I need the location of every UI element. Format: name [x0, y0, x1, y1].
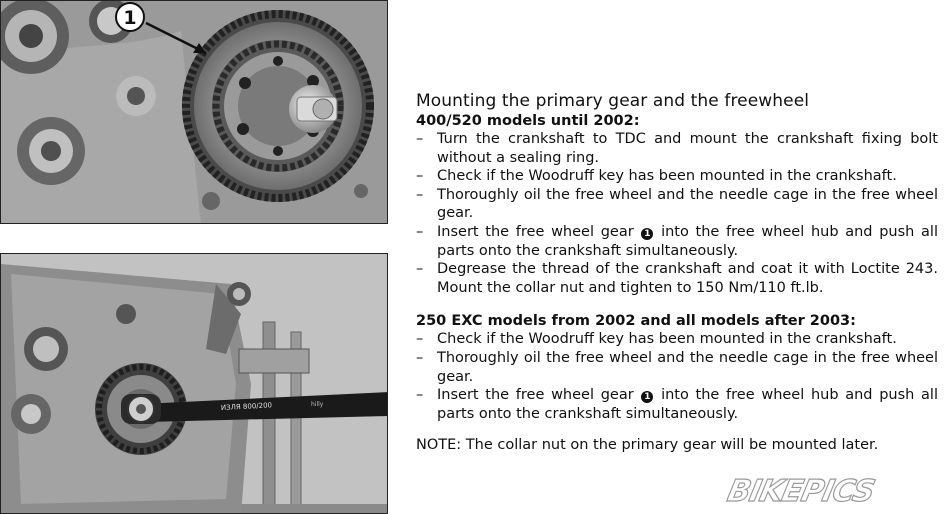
group1-heading: 400/520 models until 2002: [416, 113, 640, 129]
list-item: – Thoroughly oil the free wheel and the needle cage in the free wheel gear. [416, 349, 938, 385]
callout-marker-icon: 1 [641, 391, 653, 403]
list-item: – Check if the Woodruff key has been mounted in the crankshaft. [416, 331, 897, 348]
dash-bullet: – [416, 349, 424, 366]
section-title: Mounting the primary gear and the freewheel [416, 91, 810, 111]
dash-bullet: – [416, 168, 424, 185]
engine-gear-photo [0, 0, 388, 224]
instruction-section [416, 90, 938, 454]
watermark-logo: BIKEPICS [724, 474, 878, 509]
dash-bullet: – [416, 223, 424, 240]
list-item: – Insert the free wheel gear 1 into the free wheel hub and push all parts onto the crankshaft simultaneously. [416, 387, 938, 422]
callout-number: 1 [123, 7, 137, 29]
dash-bullet: – [416, 186, 424, 203]
list-item: – Degrease the thread of the crankshaft and coat it with Loctite 243. Mount the collar nut and tighten to 150 Nm/110 ft.lb. [416, 261, 938, 296]
callout-1 [116, 3, 144, 31]
note-text: NOTE: The collar nut on the primary gear will be mounted later. [416, 437, 879, 454]
torque-wrench-photo [0, 253, 388, 514]
dash-bullet: – [416, 261, 424, 278]
list-item: – Turn the crankshaft to TDC and mount the crankshaft fixing bolt without a sealing ring. [416, 131, 938, 166]
dash-bullet: – [416, 331, 424, 348]
dash-bullet: – [416, 131, 424, 147]
group2-heading: 250 EXC models from 2002 and all models after 2003: [416, 313, 856, 330]
torque-wrench-illustration [1, 254, 388, 514]
callout-marker-icon: 1 [641, 228, 653, 240]
group1-steps [416, 130, 938, 297]
list-item: – Insert the free wheel gear 1 into the free wheel hub and push all parts onto the crankshaft simultaneously. [416, 223, 938, 259]
engine-gear-illustration [1, 1, 388, 224]
wrench-label: ИЗЛЯ 800/200 [220, 401, 273, 412]
list-item: – Check if the Woodruff key has been mounted in the crankshaft. [416, 168, 897, 185]
wrench-brand: hilly [311, 401, 324, 408]
primary-gear [182, 10, 374, 202]
list-item: – Thoroughly oil the free wheel and the needle cage in the free wheel gear. [416, 186, 938, 222]
dash-bullet: – [416, 387, 424, 404]
group2-steps [416, 330, 938, 423]
